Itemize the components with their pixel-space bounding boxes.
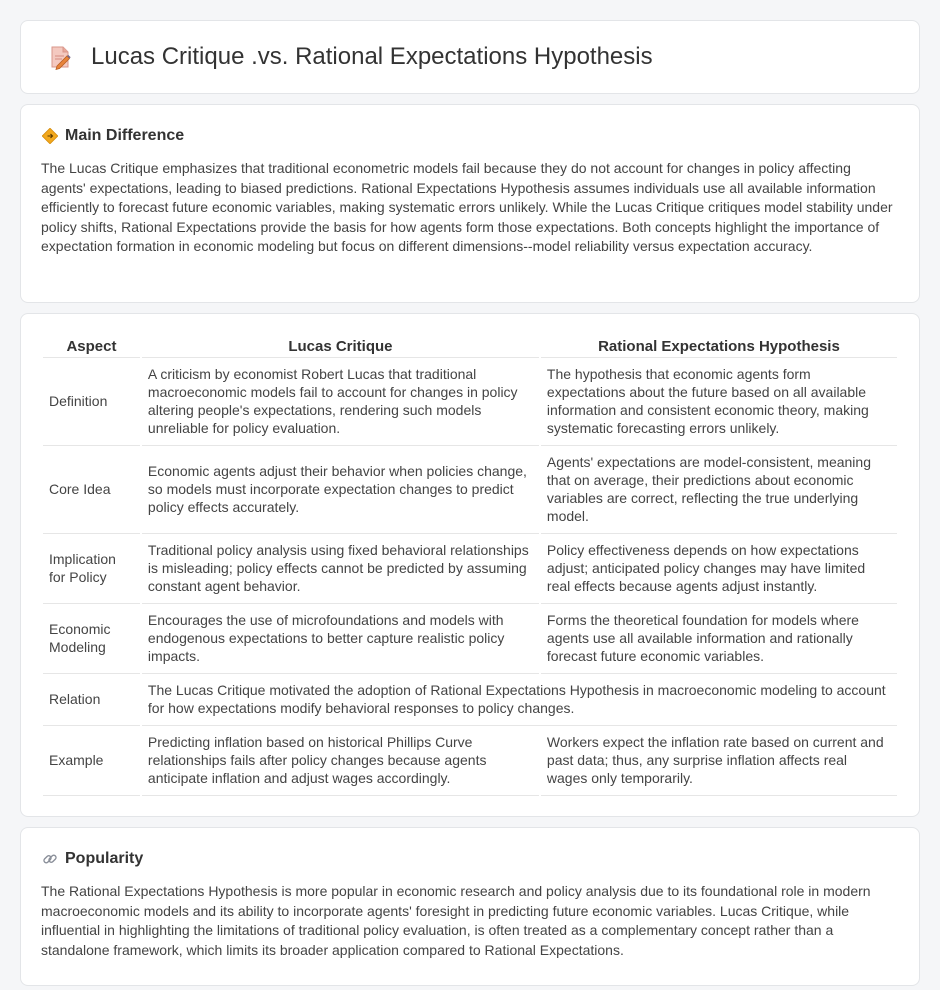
relation-merged-cell: The Lucas Critique motivated the adoption of Rational Expectations Hypothesis in macroeconomic modeling to account for how expectations modify behavioral responses to policy changes. <box>142 674 897 726</box>
column-header-rational: Rational Expectations Hypothesis <box>541 332 897 358</box>
aspect-cell: Definition <box>43 358 140 446</box>
table-row <box>43 358 897 446</box>
table-row <box>43 674 897 726</box>
rational-cell: Policy effectiveness depends on how expectations adjust; anticipated policy changes may have limited real effects because agents adjust instantly. <box>541 534 897 604</box>
aspect-cell: Relation <box>43 674 140 726</box>
diamond-arrows-icon <box>41 127 59 145</box>
comparison-table <box>41 332 899 796</box>
table-row <box>43 726 897 796</box>
rational-cell: Agents' expectations are model-consistent, meaning that on average, their predictions about economic variables are correct, reflecting the true underlying model. <box>541 446 897 534</box>
lucas-cell: Economic agents adjust their behavior when policies change, so models must incorporate expectation changes to predict policy effects accurately. <box>142 446 539 534</box>
lucas-cell: Encourages the use of microfoundations and models with endogenous expectations to better capture realistic policy impacts. <box>142 604 539 674</box>
table-row <box>43 534 897 604</box>
comparison-table-card <box>20 313 920 817</box>
table-row <box>43 446 897 534</box>
aspect-cell: Implication for Policy <box>43 534 140 604</box>
column-header-aspect: Aspect <box>43 332 140 358</box>
rational-cell: Forms the theoretical foundation for models where agents use all available information and rationally forecast future economic variables. <box>541 604 897 674</box>
main-difference-heading: Main Difference <box>65 127 185 144</box>
aspect-cell: Core Idea <box>43 446 140 534</box>
title-card <box>20 20 920 94</box>
popularity-section <box>20 827 920 986</box>
lucas-cell: Predicting inflation based on historical Phillips Curve relationships fails after policy changes because agents anticipate inflation and adjust wages accordingly. <box>142 726 539 796</box>
link-icon <box>41 850 59 868</box>
lucas-cell: A criticism by economist Robert Lucas that traditional macroeconomic models fail to account for changes in policy altering people's expectations, rendering such models unreliable for policy evaluation. <box>142 358 539 446</box>
main-difference-text: The Lucas Critique emphasizes that traditional econometric models fail because they do not account for changes in policy affecting agents' expectations, leading to biased predictions. Rational Expectations Hypothesis assumes individuals use all available information efficiently to forecast future economic variables, making systematic errors unlikely. While the Lucas Critique critiques model stability under policy shifts, Rational Expectations provide the basis for how agents form those expectations. Both concepts highlight the importance of expectation formation in economic modeling but focus on different dimensions--model reliability versus expectation accuracy. <box>41 160 893 254</box>
document-pen-icon <box>47 44 73 70</box>
table-row <box>43 604 897 674</box>
popularity-heading: Popularity <box>65 850 144 867</box>
rational-cell: Workers expect the inflation rate based on current and past data; thus, any surprise inflation affects real wages only temporarily. <box>541 726 897 796</box>
aspect-cell: Example <box>43 726 140 796</box>
aspect-cell: Economic Modeling <box>43 604 140 674</box>
rational-cell: The hypothesis that economic agents form expectations about the future based on all available information and consistent economic theory, making systematic forecasting errors unlikely. <box>541 358 897 446</box>
popularity-text: The Rational Expectations Hypothesis is more popular in economic research and policy analysis due to its foundational role in modern macroeconomic models and its ability to incorporate agents' foresight in predicting future economic variables. Lucas Critique, while influential in highlighting the limitations of traditional policy evaluation, is often treated as a complementary concept rather than a standalone framework, which limits its broader application compared to Rational Expectations. <box>41 883 871 958</box>
main-difference-header <box>41 127 899 145</box>
column-header-lucas: Lucas Critique <box>142 332 539 358</box>
main-difference-section <box>20 104 920 303</box>
table-header-row <box>43 332 897 358</box>
lucas-cell: Traditional policy analysis using fixed behavioral relationships is misleading; policy effects cannot be predicted by assuming constant agent behavior. <box>142 534 539 604</box>
page-title: Lucas Critique .vs. Rational Expectations Hypothesis <box>91 43 653 70</box>
popularity-header <box>41 850 899 868</box>
